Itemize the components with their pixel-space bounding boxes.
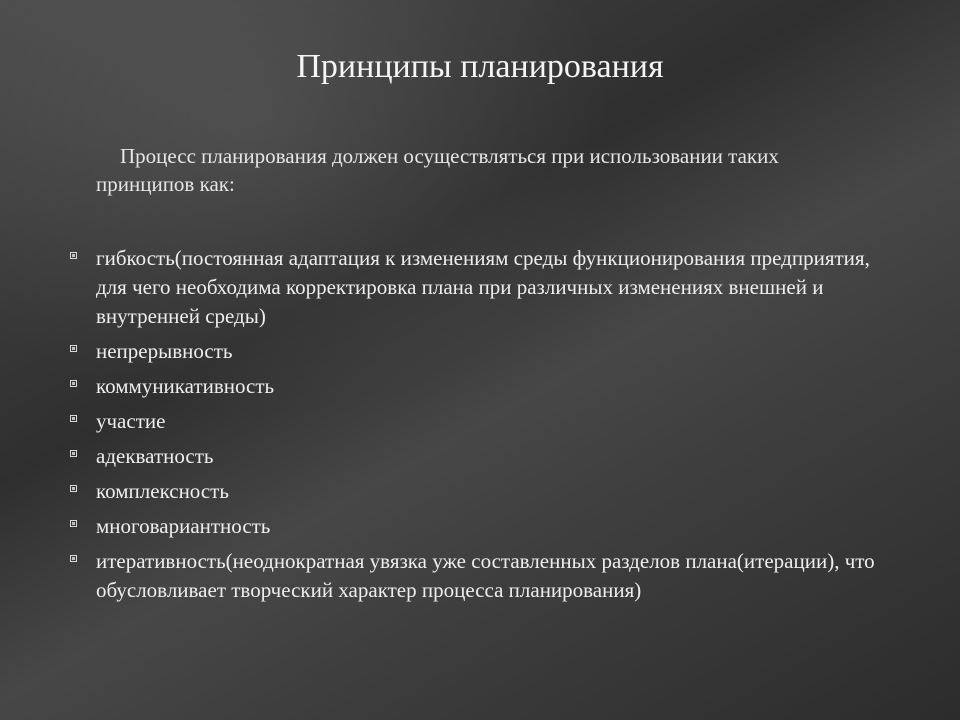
slide-title: Принципы планирования (296, 48, 664, 85)
principles-list (68, 244, 888, 611)
square-bullet-icon (70, 252, 77, 259)
list-item (68, 512, 888, 541)
intro-paragraph: Процесс планирования должен осуществляться при использовании таких принципов как: (96, 144, 779, 196)
square-bullet-icon (70, 345, 77, 352)
square-bullet-icon (70, 380, 77, 387)
square-bullet-icon (70, 555, 77, 562)
list-item-text: комплексность (96, 479, 229, 503)
list-item-text: итеративность(неоднократная увязка уже составленных разделов плана(итерации), что обусловливает творческий характер процесса планирования) (96, 549, 875, 602)
list-item (68, 442, 888, 471)
list-item-text: непрерывность (96, 339, 233, 363)
list-item-text: многовариантность (96, 514, 271, 538)
list-item (68, 477, 888, 506)
square-bullet-icon (70, 520, 77, 527)
list-item (68, 547, 888, 605)
list-item (68, 372, 888, 401)
list-item-text: участие (96, 409, 166, 433)
list-item-text: коммуникативность (96, 374, 275, 398)
list-item-text: гибкость(постоянная адаптация к изменениям среды функционирования предприятия, для чего необходима корректировка плана при различных изменениях внешней и внутренней среды) (96, 246, 870, 328)
list-item (68, 337, 888, 366)
square-bullet-icon (70, 415, 77, 422)
list-item-text: адекватность (96, 444, 214, 468)
list-item (68, 244, 888, 331)
square-bullet-icon (70, 450, 77, 457)
square-bullet-icon (70, 485, 77, 492)
list-item (68, 407, 888, 436)
